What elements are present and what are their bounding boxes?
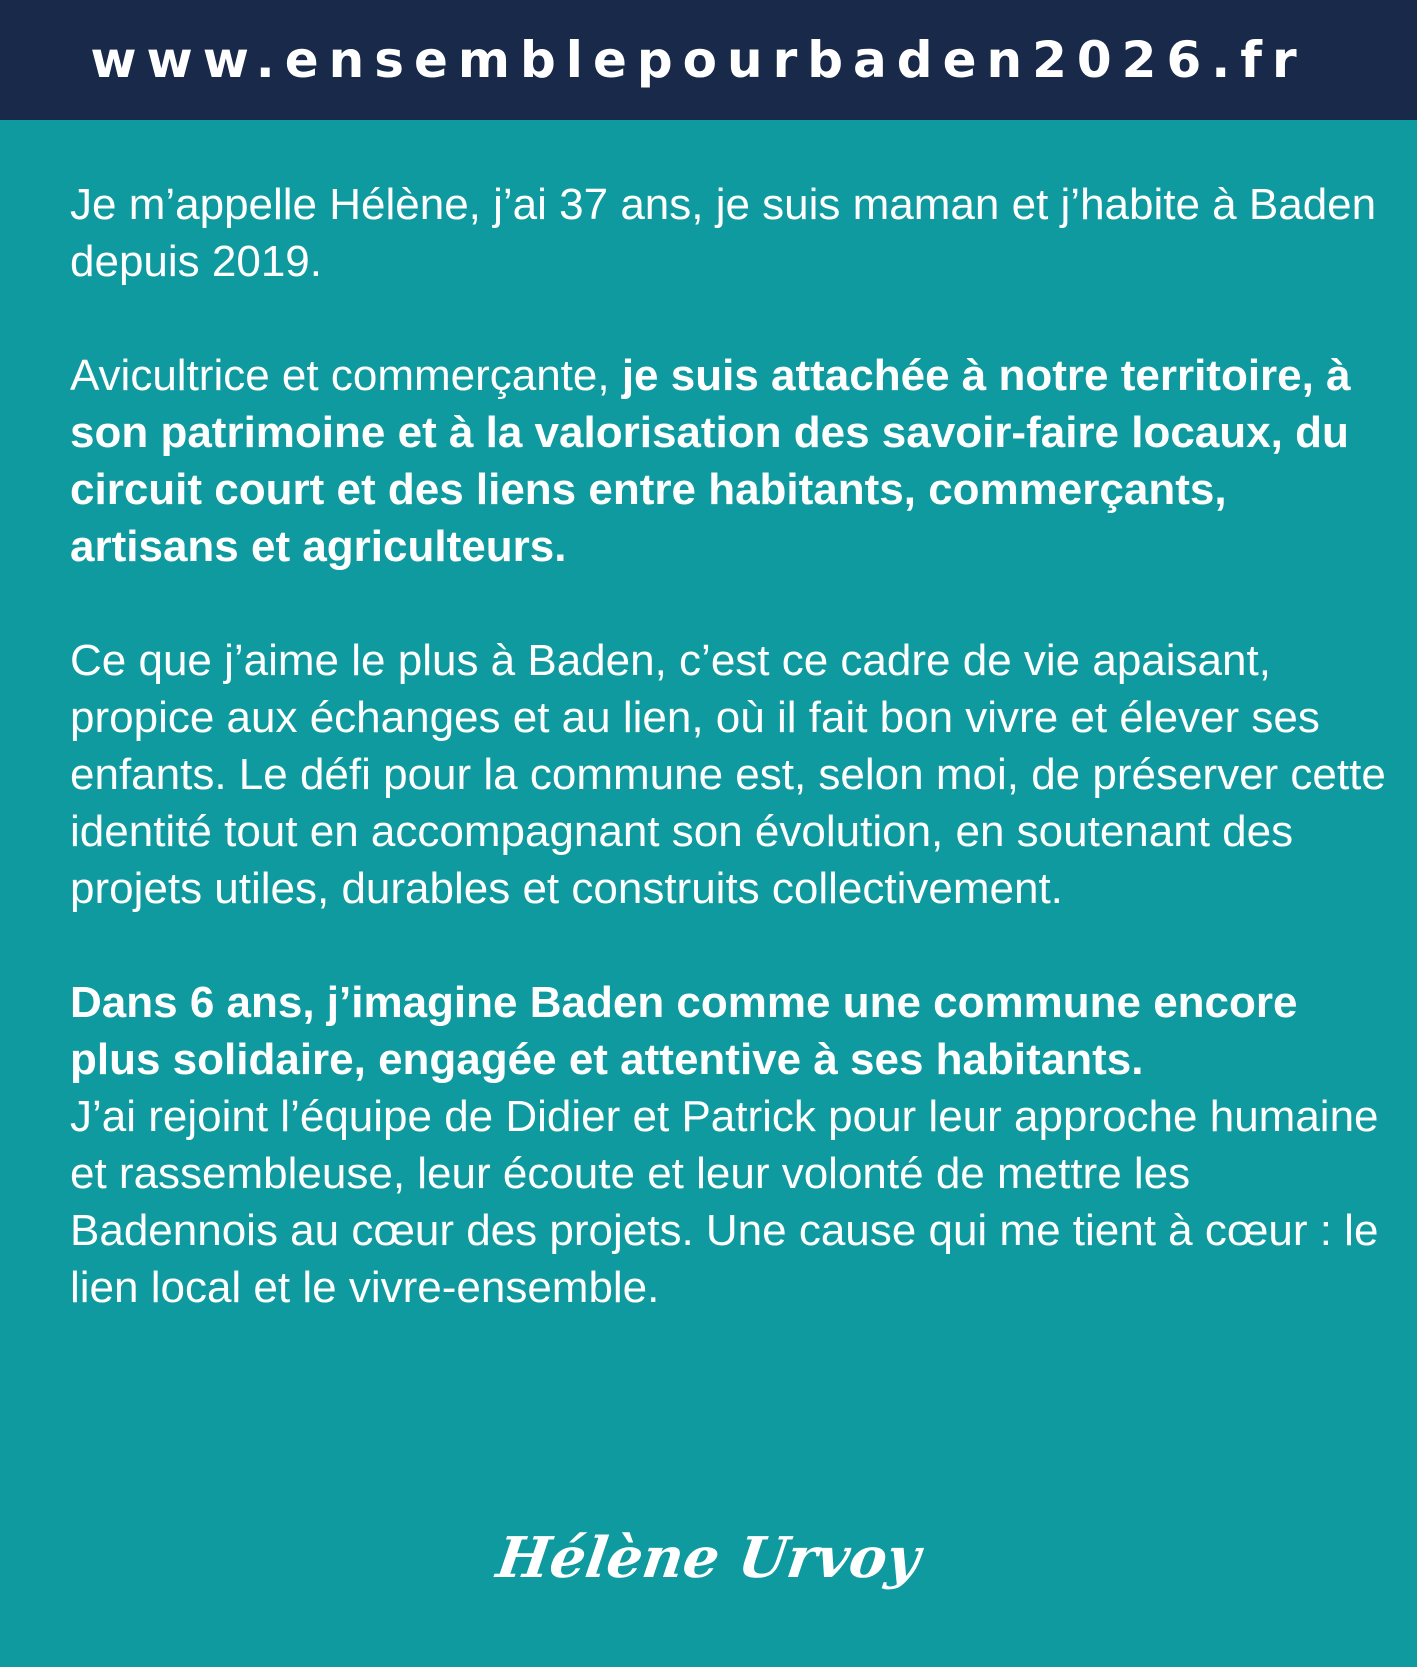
content xyxy=(70,176,1390,1316)
header-banner xyxy=(0,0,1417,120)
work-paragraph xyxy=(70,347,1390,575)
intro-paragraph: Je m’appelle Hélène, j’ai 37 ans, je suis maman et j’habite à Baden depuis 2019. xyxy=(70,180,1377,286)
team-paragraph: J’ai rejoint l’équipe de Didier et Patrick pour leur approche humaine et rassembleuse, leur écoute et leur volonté de mettre les Badennois au cœur des projets. Une cause qui me tient à cœur : le lien local et le vivre-ensemble. xyxy=(70,1092,1379,1312)
vision-paragraph: Dans 6 ans, j’imagine Baden comme une commune encore plus solidaire, engagée et attentive à ses habitants. xyxy=(70,978,1298,1084)
signature: Hélène Urvoy xyxy=(492,1525,925,1591)
love-paragraph: Ce que j’aime le plus à Baden, c’est ce cadre de vie apaisant, propice aux échanges et au lien, où il fait bon vivre et élever ses enfants. Le défi pour la commune est, selon moi, de préserver cette identité tout en accompagnant son évolution, en soutenant des projets utiles, durables et construits collectivement. xyxy=(70,636,1386,913)
website-url: www.ensemblepourbaden2026.fr xyxy=(90,31,1307,89)
work-highlight: je suis attachée à notre territoire, à son patrimoine et à la valorisation des savoir-faire locaux, du circuit court et des liens entre habitants, commerçants, artisans et agriculteurs. xyxy=(70,351,1351,571)
work-text: Avicultrice et commerçante, xyxy=(70,351,622,400)
